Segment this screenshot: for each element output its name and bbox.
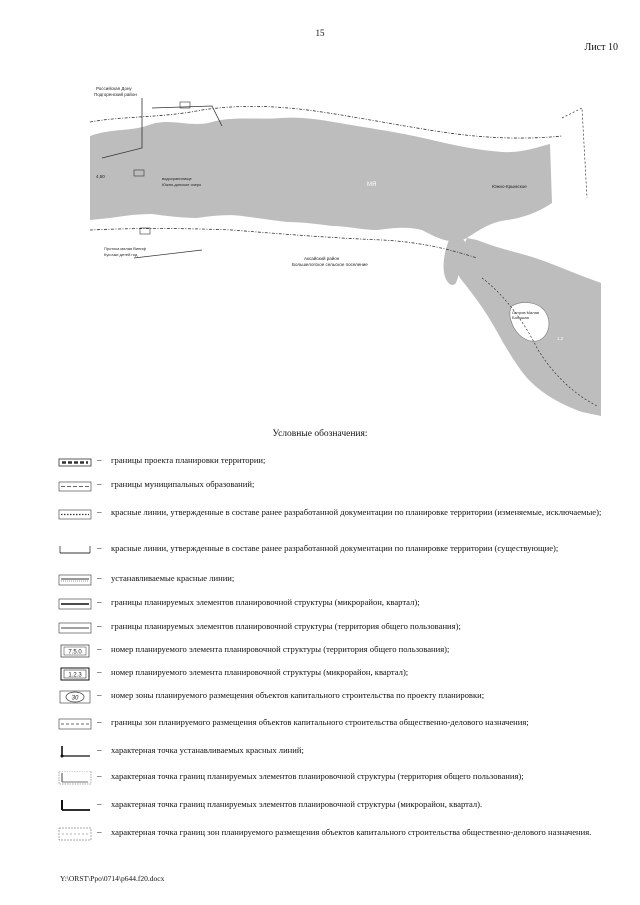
legend-text: номер планируемого элемента планировочной структуры (микрорайон, квартал); — [111, 667, 409, 677]
legend-dash: – — [97, 717, 102, 727]
zone-number-symbol — [58, 690, 92, 704]
legend-dash: – — [97, 690, 102, 700]
zone-number-code: 30 — [71, 695, 79, 702]
legend-dash: – — [97, 827, 102, 837]
svg-text:Большая: Большая — [512, 315, 529, 320]
legend-text: характерная точка границ планируемых элементов планировочной структуры (микрорайон, квартал). — [111, 799, 483, 809]
project-boundary-symbol — [58, 455, 92, 469]
number-public-code: 7.5.0 — [68, 649, 82, 656]
legend-text: характерная точка устанавливаемых красных линий; — [111, 745, 304, 755]
legend-text: красные линии, утвержденные в составе ранее разработанной документации по планировке территории (изменяемые, исключаемые); — [111, 507, 602, 517]
legend-text: границы планируемых элементов планировочной структуры (территория общего пользования); — [111, 621, 461, 631]
municipal-boundary-symbol — [58, 479, 92, 493]
element-boundary-block-symbol — [58, 597, 92, 611]
number-public-symbol — [58, 644, 92, 658]
svg-text:Большелогское сельское поселен: Большелогское сельское поселение — [292, 262, 368, 267]
legend-dash: – — [97, 543, 102, 553]
point-public-symbol — [58, 771, 92, 785]
point-zone-symbol — [58, 827, 92, 841]
legend-dash: – — [97, 621, 102, 631]
point-block-symbol — [58, 799, 92, 813]
legend-text: номер планируемого элемента планировочной структуры (территория общего пользования); — [111, 644, 450, 654]
map-label-bottom-center: Аксайский район — [304, 256, 340, 261]
legend-text: характерная точка границ зон планируемого размещения объектов капитального строительства общественно-делового назначения. — [111, 827, 592, 837]
map-label-right-lower: Остров Малая — [512, 310, 539, 315]
map-label-region-top-left: Российская Дону — [96, 86, 132, 91]
point-red-line-symbol — [58, 745, 92, 759]
map-label-river-main: МЯ — [367, 182, 377, 188]
legend-text: устанавливаемые красные линии; — [111, 573, 235, 583]
legend-text: границы зон планируемого размещения объектов капитального строительства общественно-делового назначения; — [111, 717, 529, 727]
document-path: Y:\ORST\Ppo\0714\p644.f20.docx — [60, 874, 165, 883]
legend-dash: – — [97, 799, 102, 809]
legend-text: красные линии, утвержденные в составе ранее разработанной документации по планировке территории (существующие); — [111, 543, 559, 553]
legend-dash: – — [97, 573, 102, 583]
red-line-new-symbol — [58, 573, 92, 587]
sheet-label: Лист 10 — [584, 42, 618, 53]
red-line-existing-symbol — [58, 543, 92, 557]
legend-text: границы проекта планировки территории; — [111, 455, 266, 465]
number-block-symbol — [58, 667, 92, 681]
map-label-bottom-left: Протока малая Виниф — [104, 246, 146, 251]
legend-dash: – — [97, 455, 102, 465]
legend-text: характерная точка границ планируемых элементов планировочной структуры (территория общего пользования); — [111, 771, 524, 781]
svg-text:Южно-донское озеро: Южно-донское озеро — [162, 182, 202, 187]
planning-map — [82, 78, 601, 416]
legend-dash: – — [97, 771, 102, 781]
legend-text: номер зоны планируемого размещения объектов капитального строительства по проекту планировки; — [111, 690, 485, 700]
legend-text: границы муниципальных образований; — [111, 479, 255, 489]
legend-title: Условные обозначения: — [272, 429, 368, 439]
map-label-left-water: 4,50 — [96, 174, 105, 179]
map-label-right-far: 1,2 — [557, 336, 564, 341]
legend-dash: – — [97, 667, 102, 677]
red-line-changed-symbol — [58, 507, 92, 521]
svg-text:Кусочки детей год: Кусочки детей год — [104, 252, 138, 257]
map-label-left-mid: водохранилище — [162, 176, 192, 181]
element-boundary-public-symbol — [58, 621, 92, 635]
legend-dash: – — [97, 745, 102, 755]
number-block-code: 1.2.3 — [68, 672, 82, 679]
map-label-right-top: Южно-Крымское — [492, 184, 527, 189]
page-number: 15 — [315, 28, 325, 38]
svg-text:Подгоренский район: Подгоренский район — [94, 92, 137, 97]
legend-dash: – — [97, 597, 102, 607]
legend-dash: – — [97, 507, 102, 517]
legend-dash: – — [97, 479, 102, 489]
zone-boundary-symbol — [58, 717, 92, 731]
legend-dash: – — [97, 644, 102, 654]
legend-text: границы планируемых элементов планировочной структуры (микрорайон, квартал); — [111, 597, 420, 607]
